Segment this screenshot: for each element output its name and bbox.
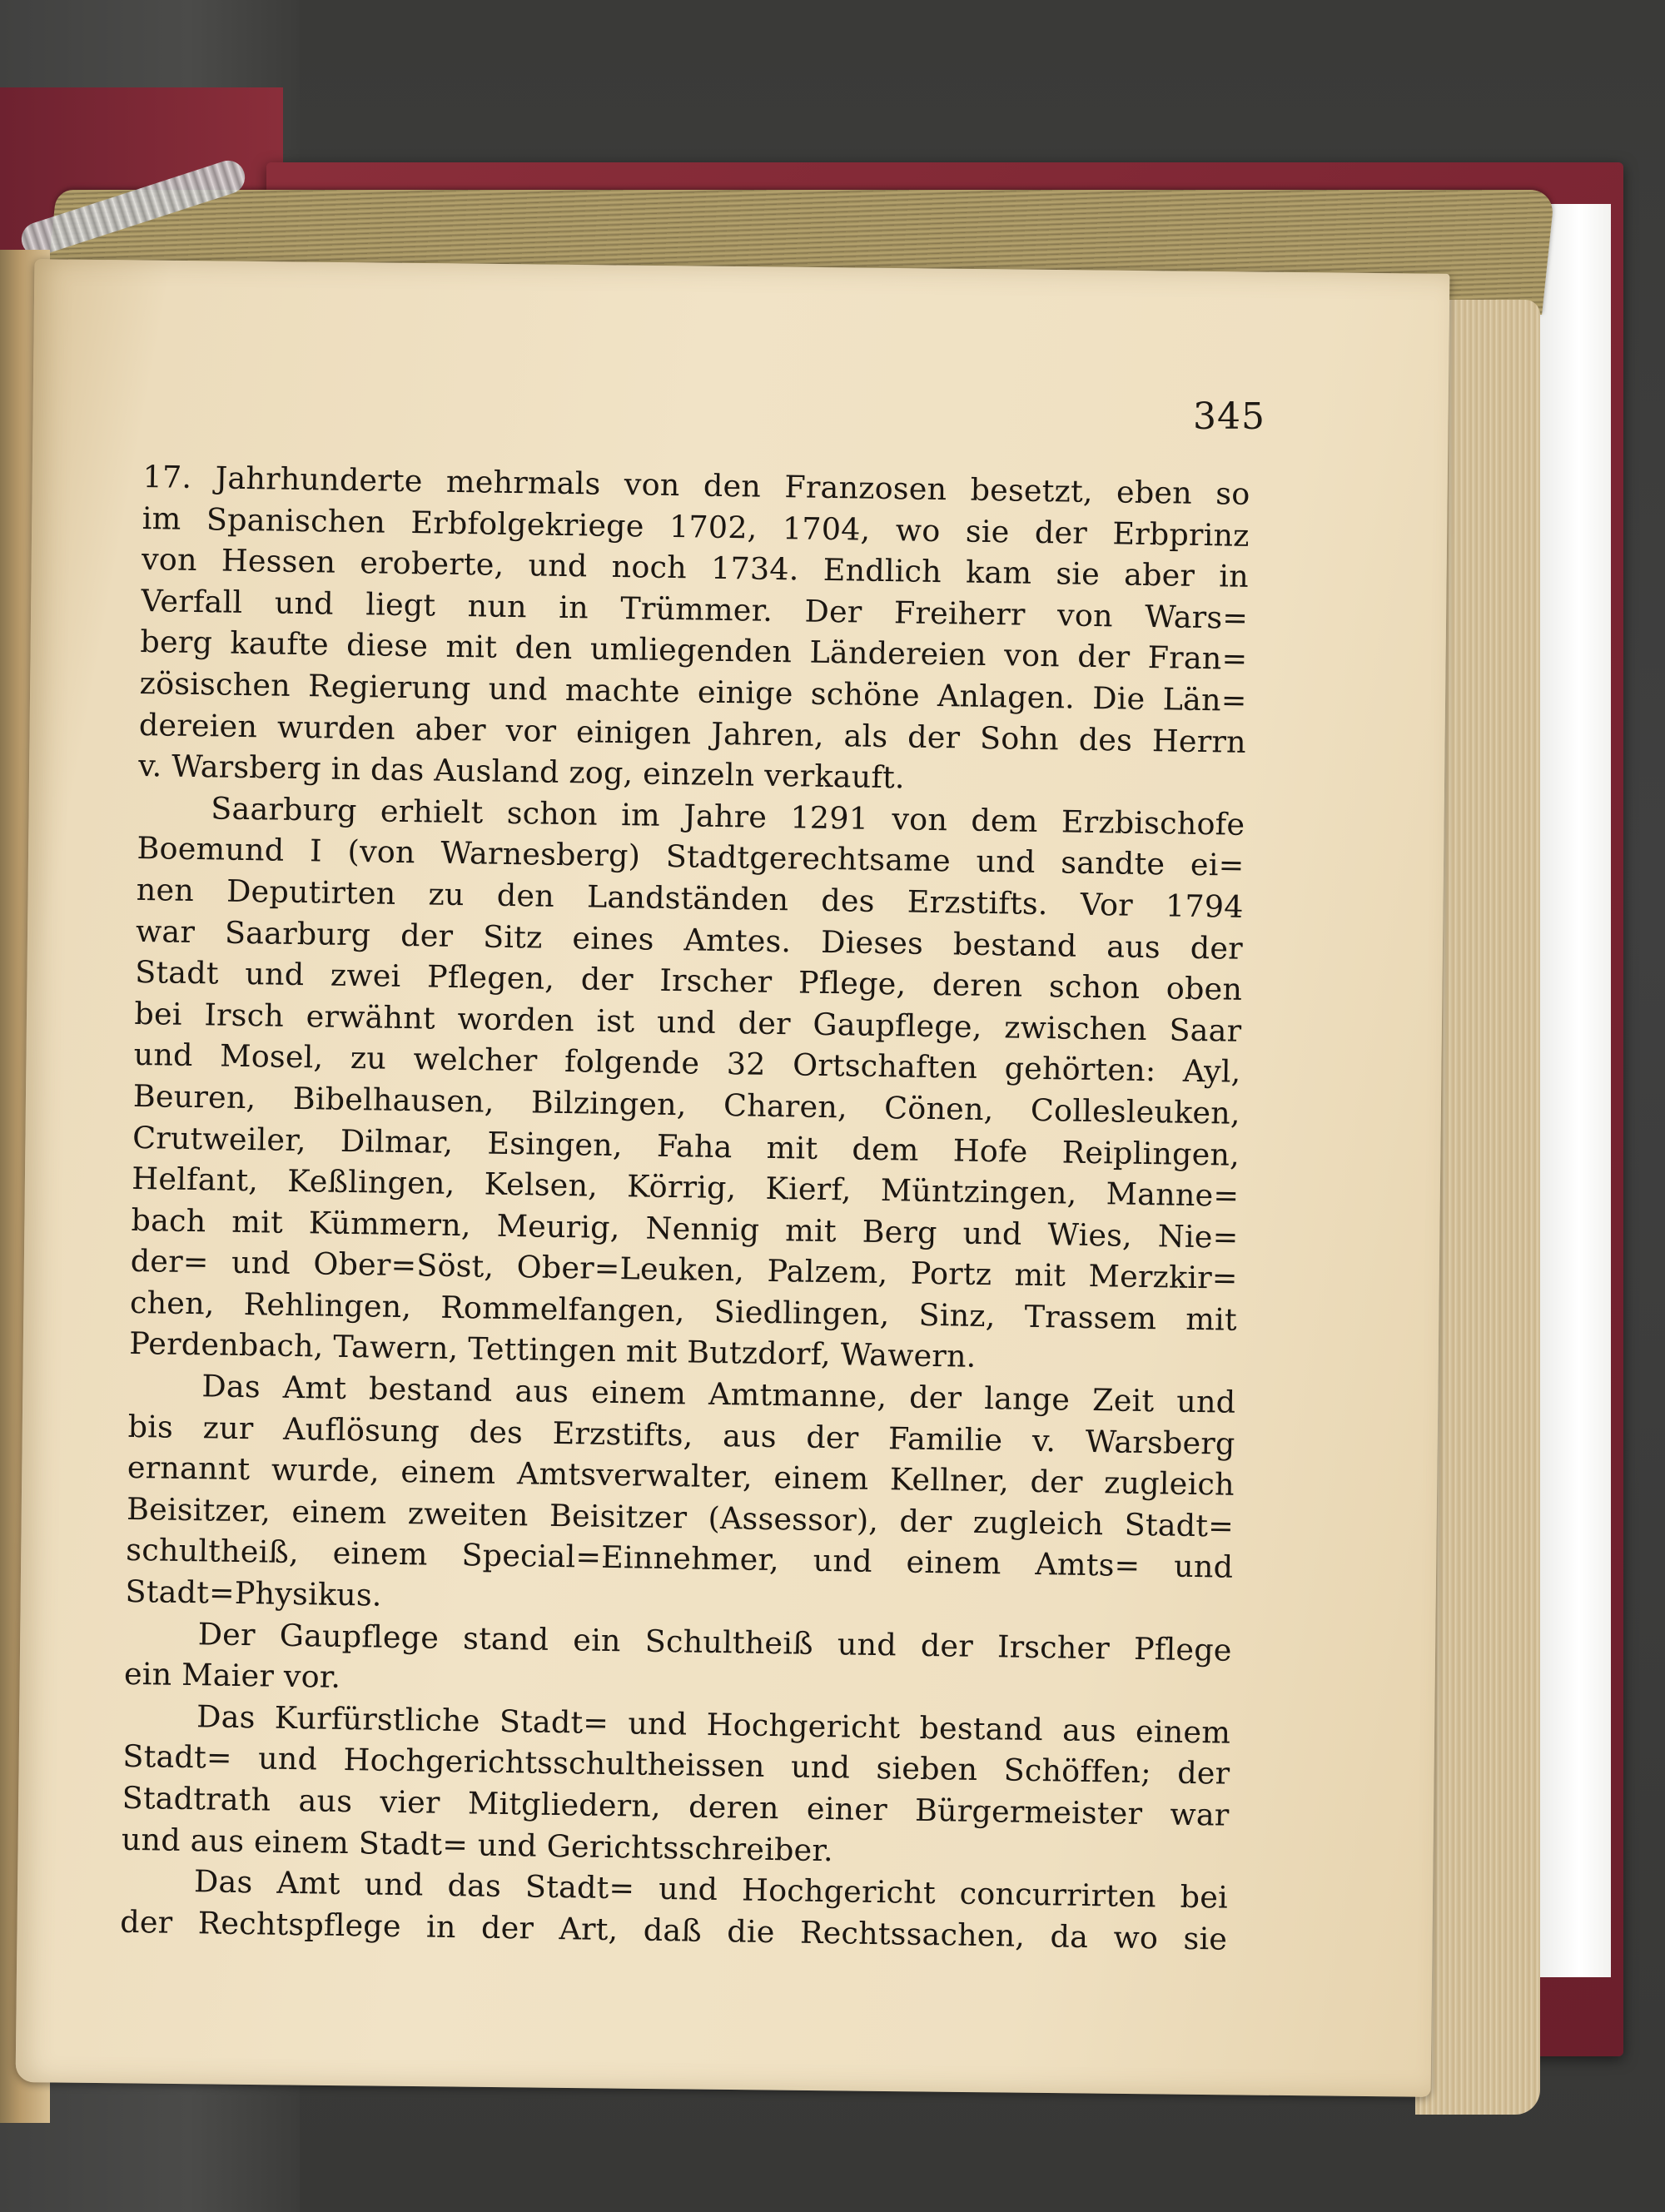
text-line: zösischen Regierung und machte einige schöne Anlagen. Die Län=	[139, 664, 1247, 718]
text-line: war Saarburg der Sitz eines Amtes. Dieses bestand aus der	[135, 912, 1244, 967]
text-line: Saarburg erhielt schon im Jahre 1291 von dem Erzbischofe	[211, 790, 1245, 843]
text-line: Stadtrath aus vier Mitgliedern, deren einer Bürgermeister war	[122, 1779, 1230, 1833]
text-line: von Hessen eroberte, und noch 1734. Endlich kam sie aber in	[141, 541, 1250, 595]
text-line: Stadt und zwei Pflegen, der Irscher Pflege, deren schon oben	[134, 954, 1243, 1007]
text-line: Perdenbach, Tawern, Tettingen mit Butzdorf, Wawern.	[128, 1325, 977, 1375]
text-line: und Mosel, zu welcher folgende 32 Ortschaften gehörten: Ayl,	[133, 1036, 1241, 1091]
text-line: der Rechtspflege in der Art, daß die Rechtssachen, da wo sie	[120, 1903, 1228, 1957]
text-line: bei Irsch erwähnt worden ist und der Gaupflege, zwischen Saar	[134, 995, 1242, 1049]
text-line: bach mit Kümmern, Meurig, Nennig mit Berg und Wies, Nie=	[131, 1201, 1239, 1255]
text-line: Das Amt bestand aus einem Amtmanne, der lange Zeit und	[201, 1368, 1236, 1420]
text-line: der= und Ober=Söst, Ober=Leuken, Palzem, Portz mit Merzkir=	[130, 1243, 1238, 1297]
text-line: Das Kurfürstliche Stadt= und Hochgericht bestand aus einem	[196, 1698, 1231, 1751]
page-number: 345	[1193, 395, 1265, 438]
text-line: im Spanischen Erbfolgekriege 1702, 1704, wo sie der Erbprinz	[142, 500, 1250, 554]
text-line: und aus einem Stadt= und Gerichtsschreiber.	[121, 1821, 834, 1868]
text-line: Crutweiler, Dilmar, Esingen, Faha mit dem Hofe Reiplingen,	[132, 1119, 1240, 1173]
text-line: chen, Rehlingen, Rommelfangen, Siedlingen, Sinz, Trassem mit	[129, 1284, 1238, 1338]
text-line: Stadt= und Hochgerichtsschultheissen und sieben Schöffen; der	[122, 1738, 1230, 1792]
text-line: dereien wurden aber vor einigen Jahren, als der Sohn des Herrn	[138, 706, 1247, 760]
text-line: Das Amt und das Stadt= und Hochgericht concurrirten bei	[193, 1863, 1229, 1916]
text-line: 17. Jahrhunderte mehrmals von den Franzosen besetzt, eben so	[142, 458, 1250, 512]
text-line: Helfant, Keßlingen, Kelsen, Körrig, Kierf, Müntzingen, Manne=	[132, 1160, 1240, 1214]
text-line: Verfall und liegt nun in Trümmer. Der Freiherr von Wars=	[140, 582, 1249, 636]
text-line: Der Gaupflege stand ein Schultheiß und der Irscher Pflege	[197, 1615, 1232, 1668]
text-line: schultheiß, einem Special=Einnehmer, und einem Amts= und	[126, 1532, 1234, 1586]
text-line: ein Maier vor.	[123, 1656, 341, 1696]
text-line: nen Deputirten zu den Landständen des Erzstifts. Vor 1794	[136, 871, 1244, 925]
text-line: Beisitzer, einem zweiten Beisitzer (Assessor), der zugleich Stadt=	[126, 1490, 1235, 1544]
text-line: Beuren, Bibelhausen, Bilzingen, Charen, Cönen, Collesleuken,	[132, 1077, 1241, 1131]
text-line: bis zur Auflösung des Erzstifts, aus der Familie v. Warsberg	[127, 1408, 1235, 1462]
text-line: ernannt wurde, einem Amtsverwalter, einem Kellner, der zugleich	[127, 1449, 1235, 1503]
text-line: v. Warsberg in das Ausland zog, einzeln verkauft.	[137, 748, 906, 796]
page-text-block	[120, 456, 1250, 1960]
text-line: Boemund I (von Warnesberg) Stadtgerechtsame und sandte ei=	[137, 830, 1245, 884]
text-line: berg kaufte diese mit den umliegenden Ländereien von der Fran=	[140, 624, 1248, 678]
paper-sheet-edge	[1532, 204, 1611, 1977]
text-line: Stadt=Physikus.	[125, 1573, 382, 1613]
